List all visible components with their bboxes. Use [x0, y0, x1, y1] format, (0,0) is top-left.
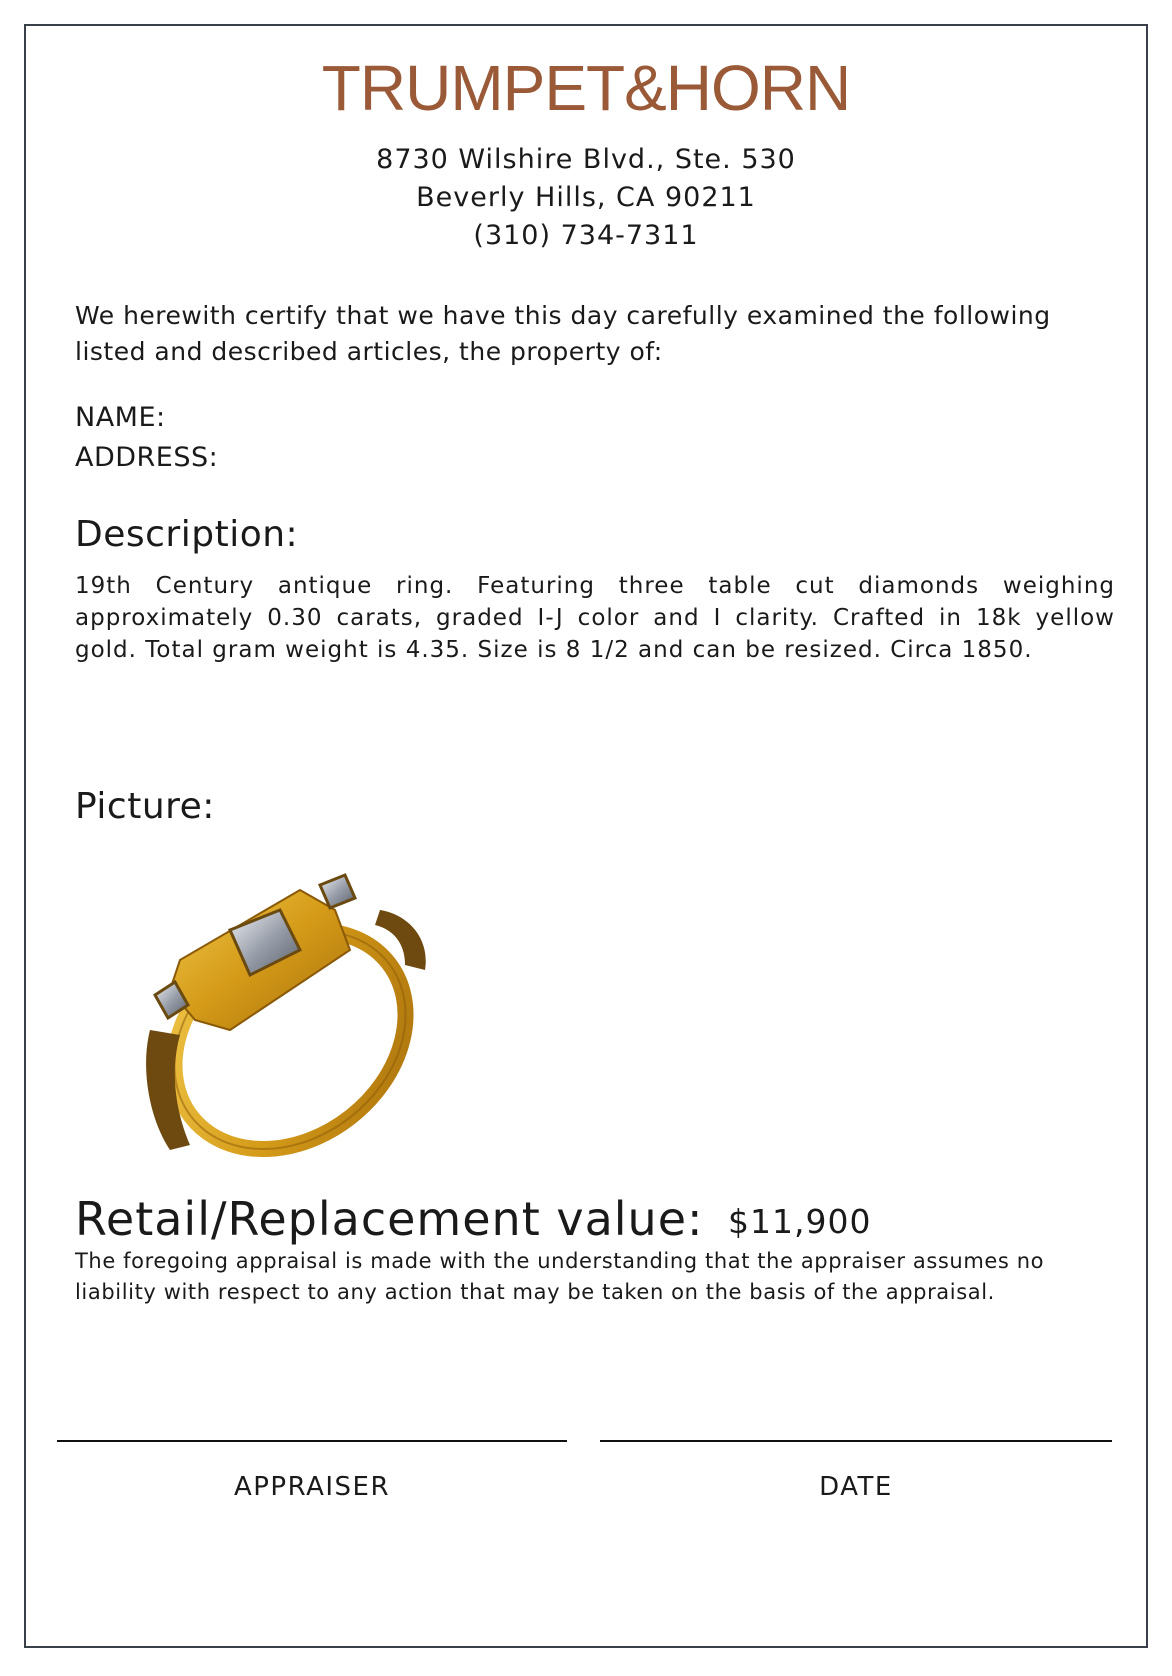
disclaimer-text: The foregoing appraisal is made with the understanding that the appraiser assumes no liability with respect to any action that may be taken on the basis of the appraisal. — [75, 1249, 1045, 1304]
value-amount: $11,900 — [728, 1202, 872, 1241]
ring-image — [140, 870, 450, 1170]
address-line-2: Beverly Hills, CA 90211 — [416, 182, 756, 213]
name-field-label: NAME: — [75, 402, 166, 433]
appraiser-signature-line — [57, 1440, 567, 1442]
date-signature-line — [600, 1440, 1112, 1442]
description-text: 19th Century antique ring. Featuring three table cut diamonds weighing approximately 0.30 carats, graded I-J color and I clarity. Crafted in 18k yellow gold. Total gram weight is 4.35. Size is 8 1/2 and can be resized. Circa 1850. — [75, 573, 1115, 663]
picture-heading: Picture: — [75, 786, 215, 827]
document-frame — [24, 24, 1148, 1648]
description-heading: Description: — [75, 514, 299, 555]
value-label: Retail/Replacement value: — [75, 1192, 704, 1246]
address-field-label: ADDRESS: — [75, 442, 219, 473]
date-label: DATE — [819, 1472, 893, 1502]
certification-statement: We herewith certify that we have this day carefully examined the following listed and described articles, the property of: — [75, 301, 1051, 366]
appraiser-label: APPRAISER — [233, 1472, 391, 1502]
address-line-1: 8730 Wilshire Blvd., Ste. 530 — [376, 144, 796, 175]
phone-number: (310) 734-7311 — [473, 220, 699, 251]
company-logo: TRUMPET&HORN — [321, 52, 851, 124]
